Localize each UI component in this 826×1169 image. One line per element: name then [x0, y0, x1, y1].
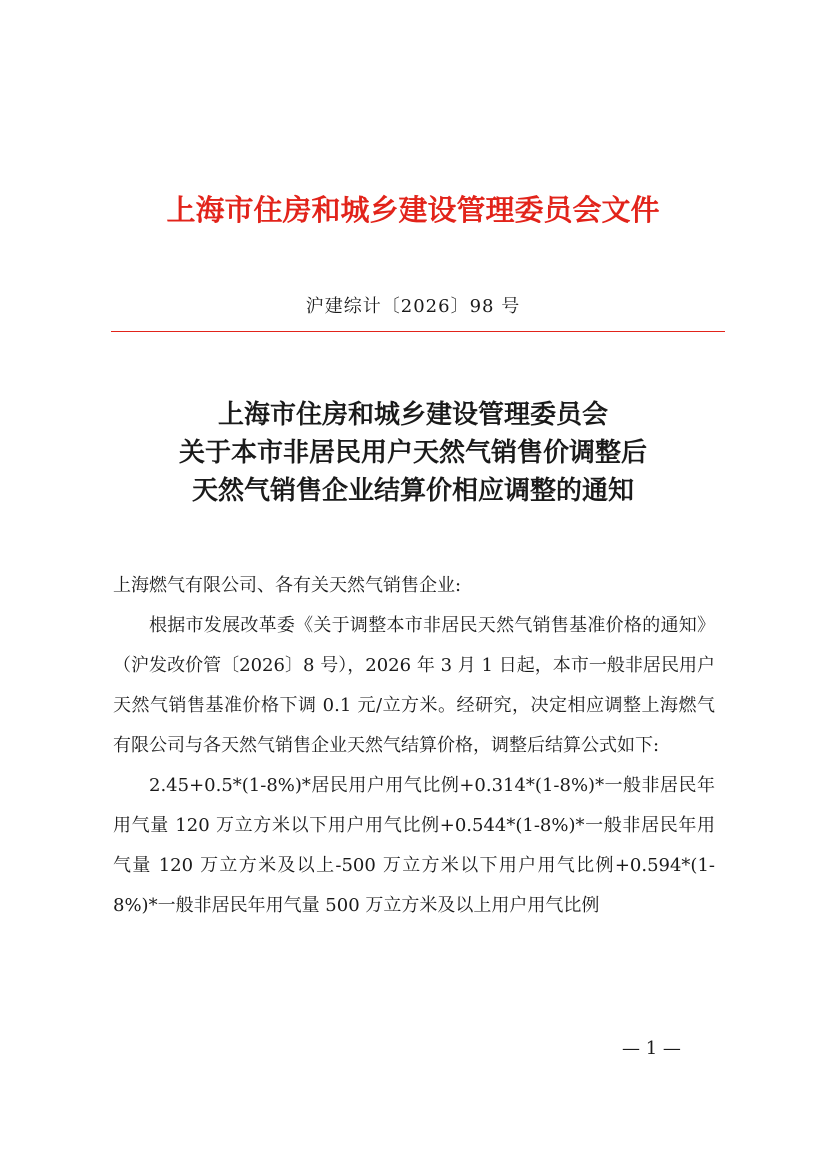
page-number: — 1 — [622, 1038, 681, 1059]
settlement-formula: 2.45+0.5*(1-8%)*居民用户用气比例+0.314*(1-8%)*一般非居民年用气量 120 万立方米以下用户用气比例+0.544*(1-8%)*一般非居民年用气量 120 万立方米及以上-500 万立方米以下用户用气比例+0.594*(1-8%)*一般非居民年用气量 500 万立方米及以上用户用气比例 [113, 775, 715, 916]
notice-title-line-3: 天然气销售企业结算价相应调整的通知 [191, 476, 634, 506]
document-number: 沪建综计〔2026〕98 号 [305, 296, 521, 317]
notice-body [113, 566, 715, 926]
issuer-header-title: 上海市住房和城乡建设管理委员会文件 [166, 193, 660, 227]
notice-title-line-1: 上海市住房和城乡建设管理委员会 [217, 400, 608, 430]
notice-title-line-2: 关于本市非居民用户天然气销售价调整后 [178, 438, 647, 468]
notice-title [0, 396, 826, 510]
addressee: 上海燃气有限公司、各有关天然气销售企业: [113, 575, 462, 596]
body-paragraph-1: 根据市发展改革委《关于调整本市非居民天然气销售基准价格的通知》（沪发改价管〔2026〕8 号），2026 年 3 月 1 日起，本市一般非居民用户天然气销售基准价格下调 0.1 元/立方米。经研究，决定相应调整上海燃气有限公司与各天然气销售企业天然气结算价格，调整后结算公式如下: [113, 615, 715, 756]
red-separator-line [111, 331, 725, 332]
